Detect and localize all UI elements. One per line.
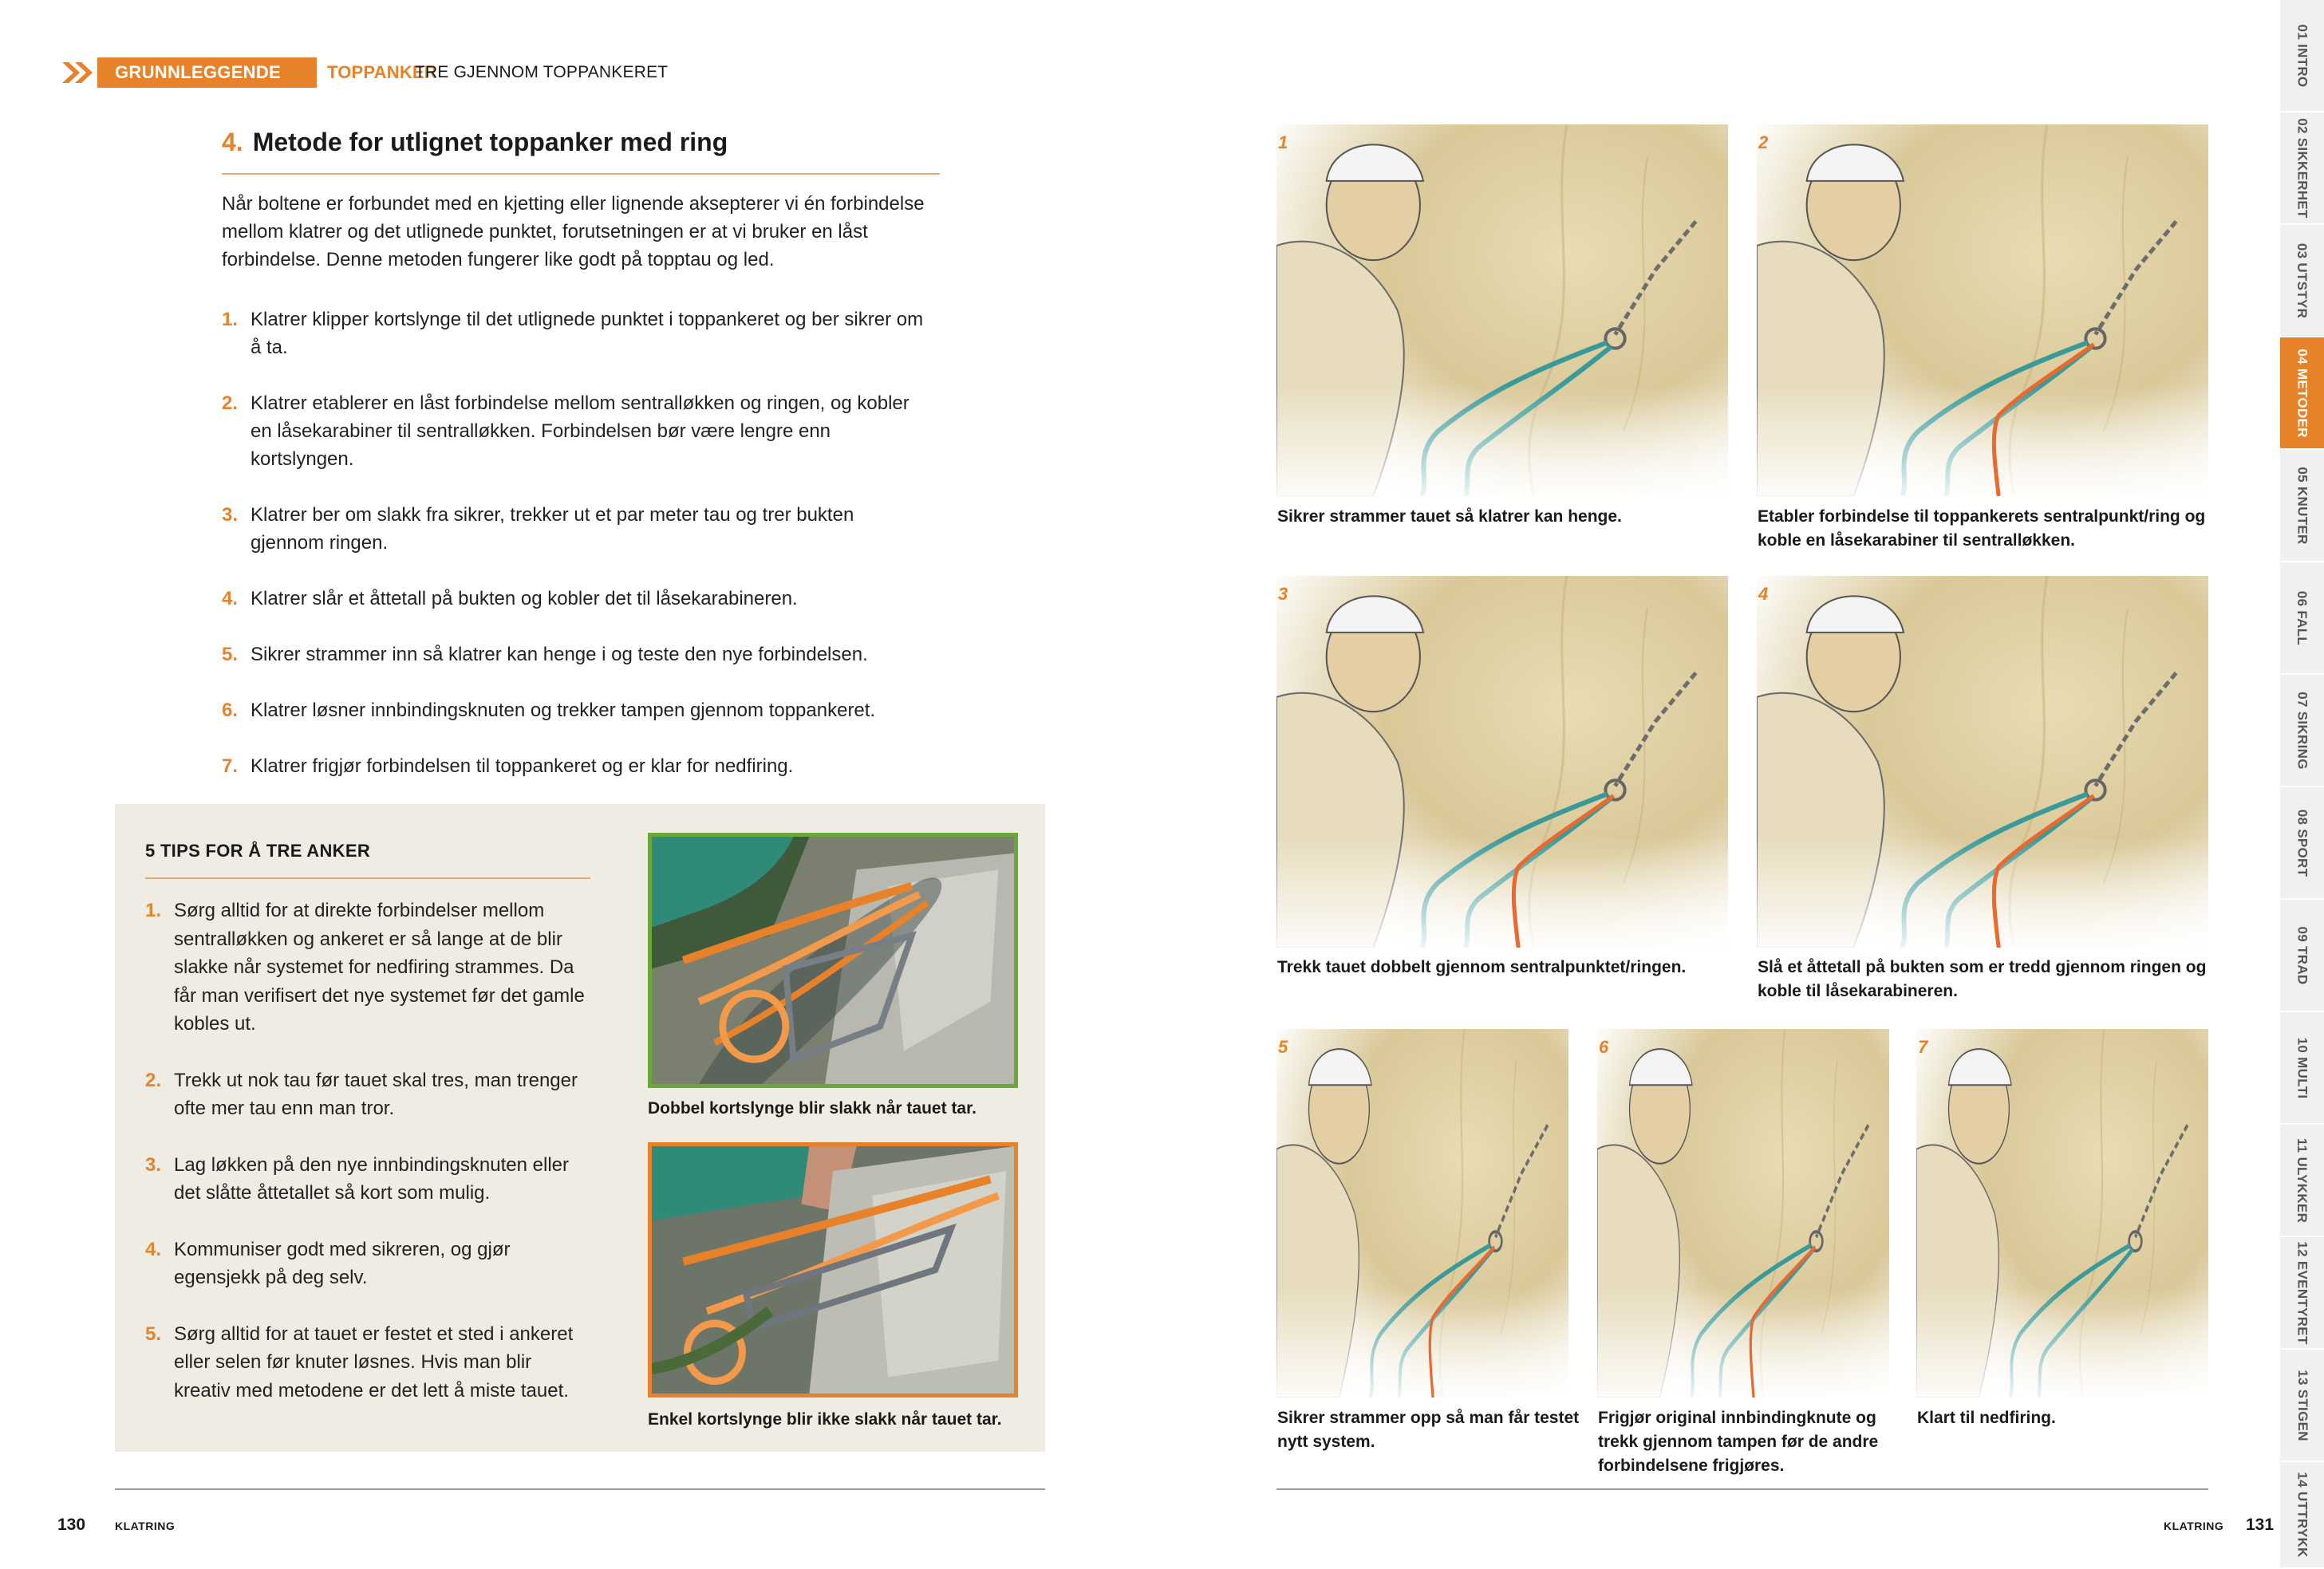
- tab-knuter[interactable]: 05 KNUTER: [2280, 450, 2324, 562]
- photo-caption: Dobbel kortslynge blir slakk når tauet tar.: [648, 1099, 977, 1118]
- step-number: 1.: [222, 309, 239, 330]
- tips-title: 5 TIPS FOR Å TRE ANKER: [145, 841, 371, 861]
- illustration-step-6: [1597, 1029, 1889, 1398]
- chapter-index-tabs: [2280, 0, 2324, 1569]
- step-number: 7.: [222, 755, 239, 777]
- tip-text: Sørg alltid for at tauet er festet et sted i ankeret eller selen før knuter løsnes. Hvis man blir kreativ med metodene er det lett å miste tauet.: [174, 1323, 574, 1401]
- step-item: [222, 696, 924, 724]
- chevron-arrow-icon: [62, 59, 94, 86]
- tip-item: [145, 1236, 592, 1292]
- brand-label: KLATRING: [2164, 1520, 2224, 1532]
- intro-paragraph: Når boltene er forbundet med en kjetting eller lignende aksepterer vi én forbindelse mellom klatrer og det utlignede punktet, forutsetningen er at vi bruker en låst forbindelse. Denne metoden fungerer like godt på topptau og led.: [222, 193, 925, 270]
- tab-eventyret[interactable]: 12 EVENTYRET: [2280, 1237, 2324, 1350]
- step-text: Klatrer slår et åttetall på bukten og kobler det til låsekarabineren.: [251, 588, 798, 609]
- tab-multi[interactable]: 10 MULTI: [2280, 1012, 2324, 1125]
- tip-number: 4.: [145, 1238, 162, 1260]
- illustration-number: 7: [1918, 1037, 1928, 1057]
- tips-rule: [145, 877, 590, 879]
- tab-sikring[interactable]: 07 SIKRING: [2280, 675, 2324, 787]
- photo-single-sling: [648, 1142, 1018, 1398]
- tab-trad[interactable]: 09 TRAD: [2280, 900, 2324, 1012]
- tab-utstyr[interactable]: 03 UTSTYR: [2280, 225, 2324, 337]
- tip-item: [145, 897, 592, 1039]
- step-number: 3.: [222, 504, 239, 526]
- method-steps: [222, 306, 924, 808]
- page-number: 130: [57, 1516, 86, 1534]
- step-text: Klatrer ber om slakk fra sikrer, trekker ut et par meter tau og trer bukten gjennom ringen.: [251, 504, 854, 554]
- tip-item: [145, 1320, 592, 1405]
- step-item: [222, 501, 924, 557]
- illustration-caption: Sikrer strammer tauet så klatrer kan henge.: [1277, 507, 1622, 526]
- photo-caption: Enkel kortslynge blir ikke slakk når tauet tar.: [648, 1410, 1002, 1429]
- tab-metoder[interactable]: 04 METODER: [2280, 337, 2324, 450]
- illustration-step-3: [1276, 576, 1728, 948]
- subsection-label: TRE GJENNOM TOPPANKERET: [415, 63, 669, 81]
- tab-sport[interactable]: 08 SPORT: [2280, 787, 2324, 900]
- tab-sikkerhet[interactable]: 02 SIKKERHET: [2280, 112, 2324, 225]
- tab-fall[interactable]: 06 FALL: [2280, 562, 2324, 675]
- step-number: 4.: [222, 588, 239, 609]
- step-text: Klatrer etablerer en låst forbindelse mellom sentralløkken og ringen, og kobler en låsekarabiner til sentralløkken. Forbindelsen bør være lengre enn kortslyngen.: [251, 392, 909, 470]
- step-item: [222, 752, 924, 780]
- illustration-caption: Slå et åttetall på bukten som er tredd gjennom ringen og koble til låsekarabineren.: [1758, 958, 2207, 1000]
- heading-rule: [222, 173, 940, 175]
- step-item: [222, 306, 924, 361]
- illustration-step-1: [1276, 124, 1728, 496]
- illustration-step-7: [1916, 1029, 2208, 1398]
- illustration-number: 3: [1278, 584, 1288, 604]
- step-number: 5.: [222, 644, 239, 665]
- illustration-number: 1: [1278, 132, 1288, 152]
- illustration-caption: Trekk tauet dobbelt gjennom sentralpunktet/ringen.: [1277, 958, 1687, 976]
- step-text: Klatrer frigjør forbindelsen til toppankeret og er klar for nedfiring.: [251, 755, 794, 777]
- illustration-caption: Frigjør original innbindingknute og trekk gjennom tampen før de andre forbindelsene frigjøres.: [1598, 1409, 1879, 1475]
- section-label: TOPPANKER: [327, 62, 437, 82]
- illustration-number: 4: [1758, 584, 1769, 604]
- tip-text: Kommuniser godt med sikreren, og gjør egensjekk på deg selv.: [174, 1238, 511, 1288]
- step-number: 2.: [222, 392, 239, 414]
- illustration-number: 5: [1278, 1037, 1288, 1057]
- tip-number: 3.: [145, 1153, 162, 1176]
- illustration-step-4: [1757, 576, 2208, 948]
- tip-number: 1.: [145, 900, 162, 921]
- tab-uttrykk[interactable]: 14 UTTRYKK: [2280, 1462, 2324, 1569]
- illustration-caption: Etabler forbindelse til toppankerets sentralpunkt/ring og koble en låsekarabiner til sentralløkken.: [1758, 507, 2206, 550]
- chapter-label: GRUNNLEGGENDE METODER: [97, 57, 317, 88]
- footer-rule: [1276, 1488, 2208, 1490]
- illustration-caption: Klart til nedfiring.: [1917, 1409, 2056, 1427]
- tips-list: [145, 897, 592, 1433]
- tab-intro[interactable]: 01 INTRO: [2280, 0, 2324, 112]
- tab-stigen[interactable]: 13 STIGEN: [2280, 1350, 2324, 1462]
- page-number: 131: [2246, 1516, 2275, 1534]
- tab-ulykker[interactable]: 11 ULYKKER: [2280, 1125, 2324, 1237]
- tip-text: Sørg alltid for at direkte forbindelser mellom sentralløkken og ankeret er så lange at de blir slakke når systemet for nedfiring strammes. Da får man verifisert det nye systemet før det gamle kobles ut.: [174, 900, 585, 1035]
- step-text: Sikrer strammer inn så klatrer kan henge i og teste den nye forbindelsen.: [251, 644, 868, 665]
- method-number: 4.: [222, 128, 243, 156]
- method-title: Metode for utlignet toppanker med ring: [252, 128, 728, 156]
- illustration-number: 2: [1758, 132, 1769, 152]
- tip-text: Lag løkken på den nye innbindingsknuten eller det slåtte åttetallet så kort som mulig.: [174, 1153, 570, 1204]
- illustration-step-2: [1757, 124, 2208, 496]
- step-number: 6.: [222, 700, 239, 721]
- illustration-caption: Sikrer strammer opp så man får testet nytt system.: [1277, 1409, 1580, 1451]
- method-heading: [222, 128, 728, 157]
- illustration-number: 6: [1599, 1037, 1609, 1057]
- tip-item: [145, 1066, 592, 1123]
- photo-double-sling: [648, 833, 1018, 1088]
- step-item: [222, 389, 924, 473]
- illustration-step-5: [1276, 1029, 1568, 1398]
- step-item: [222, 585, 924, 613]
- step-text: Klatrer klipper kortslynge til det utlignede punktet i toppankeret og ber sikrer om å ta.: [251, 309, 924, 358]
- tip-number: 2.: [145, 1069, 162, 1091]
- tip-item: [145, 1151, 592, 1208]
- step-text: Klatrer løsner innbindingsknuten og trekker tampen gjennom toppankeret.: [251, 700, 876, 721]
- tip-number: 5.: [145, 1323, 162, 1345]
- tip-text: Trekk ut nok tau før tauet skal tres, man trenger ofte mer tau enn man tror.: [174, 1069, 578, 1119]
- footer-rule: [115, 1488, 1045, 1490]
- brand-label: KLATRING: [115, 1520, 176, 1532]
- step-item: [222, 641, 924, 668]
